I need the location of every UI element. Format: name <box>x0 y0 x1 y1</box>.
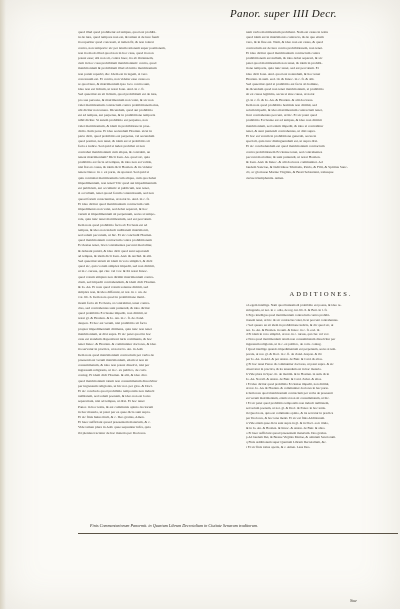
left-column-line: simplex non, & ideo differunt, ut not. in c. un. de <box>78 290 147 295</box>
right-column-line: peccant mortaliter, & sunt puniendi, ut notat Hostien. <box>246 154 321 159</box>
additiones-line: & in Io. An. & Hostien. & Innoc. & Anton. de Butr. & alios. <box>246 425 326 430</box>
left-column-line: sed solum peccatum, ut hic. Et sic concludit Hostien. <box>78 232 153 237</box>
right-column-line: prohibitio Ecclesiae est ad tempus, & ideo non dirimit <box>246 118 322 123</box>
left-column-line: pro sua persona, & matrimonium non valet, & sic non <box>78 97 154 102</box>
left-column-line: quod illud quod prohibetur ad tempus, quod est prohibi- <box>78 30 157 34</box>
page-gutter-shadow <box>0 0 6 609</box>
left-column-line: Ecclesiae tenet, licet contrahentes peccent mortaliter, <box>78 243 153 248</box>
left-column-line: dictis. Item pone. Et ideo secundum Hostien. sicut in <box>78 128 152 133</box>
left-column-line: teneat matrimonium? Dicit Ioan. An. quod sic, quia <box>78 154 150 159</box>
additiones-line: est verum matrimonium, etiam si non sit consummatum, ut hic. <box>246 396 330 401</box>
left-column-line: Item nota quod prohibitio facta ab Ecclesia est ad <box>78 222 148 227</box>
left-column-line: non potuit reperiri, &c. Idem est in legem, si vero <box>78 71 148 76</box>
left-column-line: impedimentum, non tenet? Dic quod aut impedimentum <box>78 180 157 185</box>
left-column-line: quod votum simplex non dirimit matrimonium contra- <box>78 274 155 279</box>
right-column-line: & dicendum quod non tenet matrimonium, si prohibitio <box>246 87 324 92</box>
left-column-line: Vide tamen plura in Add. quae sequuntur infra, quia <box>78 425 151 430</box>
additiones-line: n Vide etiam quae dicta sunt supra in gl. & in Doct. eod. titulo, <box>246 420 329 425</box>
left-column-line: impedimento non valet, sed debet separari, & hoc <box>78 206 148 211</box>
additiones-line: per Io. An. in Add. & per Anton. de Butr. & Card. & alios. <box>246 356 323 361</box>
left-column-line: ita servatur in practica, ut notat Io. An. in Add. <box>78 347 144 352</box>
additiones-line: d Et idem in voto simplici, ut not. in c. rursus, qui cler. vel vov. <box>246 332 330 337</box>
left-column-line: Et ideo dicitur quod matrimonium contractum cum <box>78 201 150 206</box>
left-column-line: matrimonium & prohibitum illud ab initio matrimonium <box>78 66 157 71</box>
left-column-line: prohibitio est facta ad tempus, & ideo non est valida, <box>78 160 152 165</box>
left-column-line: nullitatem, sed solum poenam, & ideo non est locus <box>78 394 151 399</box>
left-column-line: ingressum religionis, ut in c. ex publico, de conv. <box>78 368 147 373</box>
left-column-line: rale, quia tunc tenet matrimonium, sed est peccatum. <box>78 217 152 222</box>
left-column-line: non ita modo illud quod non in hoc casu, quod ita non <box>78 50 154 55</box>
left-column-line: quod sic, quia votum simplex impedit, sed non dirimit, <box>78 264 155 269</box>
left-column-line: casu est standum dispositioni iuris communis, & hoc <box>78 336 152 341</box>
additiones-line: per Doctores, & hoc tene menti. Et sic est finis Additionum. <box>246 415 326 420</box>
additiones-line: o Et haec sufficiant quoad praesentem materiam. Deo gratias. <box>246 430 328 435</box>
left-column-line: notat gl. & Hostien. & Io. An. in c. fi. de cland. <box>78 316 145 321</box>
right-column-line: Et sic concludendum est quod matrimonium contractum <box>246 144 325 149</box>
left-column-line: tenet Innoc. & Hostien. & communiter doctores, & ideo <box>78 342 157 347</box>
right-column-line: cti, ac gloriosae Mariae Virginis, & Beati Sebastiani, totiusque <box>246 170 334 175</box>
right-column-line: gl. in c. fi. & Io. An. & Hostien. & alii doctores. <box>246 97 314 102</box>
right-column-line: tione temporis, quia tunc tenet, sed est peccatum. Et <box>246 66 319 71</box>
left-column-line: quod prohibitio Ecclesiae impedit, non dirimit, ut <box>78 310 148 315</box>
additiones-line: l Et sic patet quod prohibitio temporalis non inducit nullitatem, <box>246 401 330 406</box>
left-column-line: quod matrimonium contractum contra prohibitionem <box>78 238 152 243</box>
left-column-line: nisi fiat ex causa, & idem dicit Hostien. & ita videtur <box>78 165 153 170</box>
left-column-line: ubi dicitur non tenere. Dicendum, quod aut prohibitio <box>78 108 153 113</box>
running-head: Panor. super IIII Decr. <box>230 8 337 20</box>
additiones-line: q Finis Additionum super Quartum Librum Decretalium, &c. <box>246 440 327 445</box>
left-column-line: quoad forum conscientiae, ut notat Io. And. in c. fi. <box>78 196 150 201</box>
left-column-line: re quod iure, & matrimonium ipso loco contra sunt, <box>78 82 151 87</box>
additiones-line: observatur in practica, & ita tenendum est in hac materia. <box>246 366 322 371</box>
left-column-line: Et haec sufficiant quoad praesentem materiam, & c. <box>78 420 151 425</box>
left-column-line: Sed quaeritur an sit licitum, quod prohibitum est de iure, <box>78 92 158 97</box>
left-column-line: tu de iure, quod tempore non est, & tamen si de iure fuerit <box>78 35 160 40</box>
right-column-line: tenet, & sunt puniendi contrahentes, ut dixi supra. <box>246 128 316 133</box>
left-column-line: matrimonium, ut dixi supra. Et sic patet quod in hoc <box>78 331 152 336</box>
left-column-line: vot. lib. 6. Item nota quod in prohibitione matri- <box>78 295 146 300</box>
right-column-line: sit ex causa legitima, secus si sine causa, ut notat <box>246 92 315 97</box>
right-column-line: Et hoc est verum in prohibitione generali, secus in <box>246 134 317 139</box>
left-column-line: ctum, sed impedit contrahendum, & idem dicit Hostien. <box>78 279 156 284</box>
right-column-line: matrimonium, sed solum impedit, & ideo si contrahitur <box>246 123 324 128</box>
left-column-line: verum si impedimentum sit perpetuum, secus si tempo- <box>78 212 156 217</box>
right-column-line: Item nota quod prohibitio hominis non dirimit, sed <box>246 102 317 107</box>
left-column-line: tenere Innoc. in c. ex parte, de sponsal. Sed quid si <box>78 170 149 175</box>
left-column-line: est ad tempus, aut perpetua, & in prohibitione temporis <box>78 113 156 118</box>
left-column-line: praesenti est verum matrimonium, etiam si non sit <box>78 357 149 362</box>
right-column-line: solum impedit, & ideo matrimonium contractum tenet, <box>246 108 323 113</box>
left-column-line: ctus, sed contrahentes sunt puniendi, & ideo dicitur <box>78 305 150 310</box>
additiones-line: tionem tenet, ut hic. & sic contractus valet, licet peccent contrahentes. <box>246 317 339 322</box>
left-column-line: ita reperitur quod concessit, si tamen fit, & non tolerat <box>78 40 154 45</box>
additiones-text <box>246 303 396 450</box>
right-column-line: nam verba matrimonium prohibent. Nam est casus in textu <box>246 30 329 34</box>
left-column-line: quod matrimonium ratum non consummatum dissolvitur <box>78 378 158 383</box>
right-column-line: patet quod matrimonium non tenet, & idem in prohibi- <box>246 61 323 66</box>
right-column-line: Hostien. in sum. eod. tit. & Innoc. in c. fi. & alii. <box>246 76 315 81</box>
right-column-line: licet contrahentes peccent, ut hic. Et sic patet quod <box>246 113 317 118</box>
footer-rule <box>78 533 398 534</box>
additiones-line: ingressum religionis, ut in c. ex publico, de conv. coniug. <box>246 342 322 347</box>
left-column-line: Et sic finis huius tituli, & c. Deo gratias, Amen. <box>78 415 145 420</box>
left-column-line: tempus, & ideo non inducit nullitatem matrimonii, <box>78 227 149 232</box>
left-column-line: & Io. An. Et nota quod votum solenne dirimit, sed <box>78 284 149 289</box>
left-column-line: despon. Et hoc est verum, nisi prohibitio sit facta <box>78 321 147 326</box>
additiones-line: not. Io. An. & Hostien. in sum. & Innoc. in c. fi. eod. tit. <box>246 327 321 332</box>
left-column-line: ad tempus, & idem dicit Ioan. And. & Archid. & alii. <box>78 253 152 258</box>
finis-line: Finis Commentariorum Panormit. in Quartum Librum Decretalium in Ciuitate Senarum traditorum. <box>90 523 259 528</box>
left-column-line: ibi plenius tractatur de hac materia per Doctores. <box>78 430 147 435</box>
left-column-line: separationi, nisi ad tempus, ut dixi. Et hoc tenet <box>78 399 145 404</box>
left-column-line: monii facta ab Ecclesia, si contrahitur, tenet contra- <box>78 300 151 305</box>
additiones-line: g Et hoc tenet Panor. & communiter doctores, ut patet supra. & sic <box>246 361 334 366</box>
left-column-line: Et sic concludo quod prohibitio temporalis non inducit <box>78 389 155 394</box>
additiones-line: a Legem intellige. Nam quod huiusmodi prohibitio est poena, & ideo re- <box>246 303 342 307</box>
right-column-line: speciali, quia tunc distinguendum est, ut supra dixi. <box>246 139 318 144</box>
right-column-line: quod idem est in matrimonio contracto, & de quo etiam <box>246 35 324 40</box>
additiones-line: k Item nota quod matrimonium contractum per verba de praesenti <box>246 391 333 396</box>
additiones-line: r Et sic finis totius operis, & c. Amen. Laus Deo. <box>246 445 311 450</box>
left-column-line: valet matrimonium contractum contra prohibitionem eius, <box>78 102 160 107</box>
additiones-line: i Et ideo dicitur quod prohibitio Ecclesiae impedit, non dirimit, <box>246 381 330 386</box>
left-column-line: propter impedimentum dirimens, quia tunc non tenet <box>78 326 152 331</box>
left-column-line: contrahat matrimonium cum aliqua, & contrahit, an <box>78 149 151 154</box>
left-column-line: ideo non est licitum, ut notat Ioan. And. in c. fi. <box>78 87 145 92</box>
left-column-line: Item nota quod matrimonium contractum per verba de <box>78 352 154 357</box>
left-column-line: facta a iudice. Sed quid si iudex prohibet ut non <box>78 144 145 149</box>
additiones-line: Io. An. Novell. & Anton. de Butr. & Card. Zabar. & alios. <box>246 376 322 381</box>
additiones-line: sed solum poenam, ut not. gl. & Doct. & Panor. in hoc textu. <box>246 406 327 411</box>
right-column <box>246 30 396 280</box>
additiones-line: e Nota quod matrimonium ratum non consummatum dissolvitur per <box>246 337 336 342</box>
additiones-line: m Quod nota, quia est communis opinio, & ita servatur in practica <box>246 410 334 415</box>
left-column <box>78 30 228 495</box>
left-column-line: nihil dicitur. Si autem prohibitio est perpetua, non <box>78 118 148 123</box>
left-column-line: est publicum, aut occultum: si publicum, non tenet, <box>78 186 150 191</box>
right-column-line: vero, & in fine est. Nam, & ideo non est casus, & quod <box>246 40 323 45</box>
right-column-line: contractum est de iure contra prohibitionem, non tenet. <box>246 45 323 50</box>
left-column-line: cum in hoc casu prohibitum matrimonium: contra, quod <box>78 61 157 66</box>
left-column-line: consummatum, & ideo non potest dissolvi, nisi per <box>78 363 150 367</box>
left-column-line: concessum est. Et contra, non videtur esse casus ea <box>78 76 150 81</box>
additiones-title: ADDITIONES. <box>289 291 353 298</box>
additiones-line: ut not. Io. An. & Hostien. & communiter doctores in hac parte. <box>246 386 329 391</box>
right-column-line: contra prohibitionem Ecclesiae tenet, sed contrahentes <box>246 149 323 154</box>
right-column-line: & Ioan. And. & Innoc. & alii doctores communiter. Ad <box>246 160 323 165</box>
left-column-line: coniug. Et idem dicit Hostien. & alii, & ideo dico <box>78 373 148 378</box>
left-column-line: parte dicit, quod prohibitio est perpetua, vel secundum <box>78 134 155 139</box>
left-column-line: Sed quaeritur utrum sit idem in voto simplici, & dicit <box>78 258 153 263</box>
additiones-line: b Ergo intelligas quod matrimonium contractum contra prohibi- <box>246 312 331 317</box>
left-column-line: Panor. in hoc textu, & est communis opinio doctorum <box>78 404 154 409</box>
right-column-line: laudem Sanctae, & Individuae Trinitatis, Patris, & Filii, & Spiritus Sanc- <box>246 165 348 170</box>
right-column-line: curiae triumphantis. Amen. <box>246 175 285 180</box>
left-column-line: per ingressum religionis, ut hic not. per glos. & Doct. <box>78 383 153 388</box>
additiones-line: porale, ut not. gl. & Doct. in c. fi. de cland. despon. & ibi <box>246 352 322 357</box>
left-column-line: quis contrahat matrimonium cum aliqua, cum qua habet <box>78 175 157 180</box>
catchword: Siue <box>350 598 357 603</box>
additiones-line: c Sed quaero an sit idem in prohibitione iudicis, & dic quod sic, ut <box>246 322 334 327</box>
left-column-line: in hac materia, ut patet per ea quae dicta sunt supra. <box>78 409 151 414</box>
right-column-line: Et ideo dicitur quod matrimonium contractum contra <box>246 50 321 55</box>
left-column-line: contra, non temporis: sic per istum rationem super positionem, <box>78 45 166 50</box>
right-column-line: ideo dicit Ioan. And. quod est notandum, & hoc tenet <box>246 71 321 76</box>
additiones-line: p Ad laudem Dei, & Beatae Virginis Mariae, & omnium Sanctorum. <box>246 435 336 440</box>
left-column-line: quod ponitur, non tenet, & idem est si prohibitio sit <box>78 139 150 144</box>
left-column-line: potest esse; ubi non sit, contra haec, ita ab Ostiensem, <box>78 56 154 61</box>
right-column-line: Sed quaeritur quid si prohibitio est facta ab homine, <box>246 82 319 87</box>
additiones-line: f Quod intellige quando impedimentum est perpetuum, secus si tem- <box>246 347 337 352</box>
right-column-line: prohibitionem est nullum, & ideo debet separari, & sic <box>246 56 323 61</box>
additiones-line: h Vide plura in Spec. tit. de matrim. & in Hostien. in sum. & in <box>246 371 330 376</box>
additiones-line: stringenda, ut not. in c. odia, de reg. iur. lib. 6. & Bart. in l. fi. <box>246 307 328 312</box>
left-column-line: & debeant puniri, & ideo dicit quod sunt separandi <box>78 248 150 253</box>
left-column-line: ut in c. rursus, qui cler. vel vov. & ibi notat Innoc. <box>78 269 148 274</box>
left-column-line: valet matrimonium, & idem in prohibitione in prae- <box>78 123 151 128</box>
left-column-line: si occultum, tenet quoad forum contentiosum, sed non <box>78 191 154 196</box>
